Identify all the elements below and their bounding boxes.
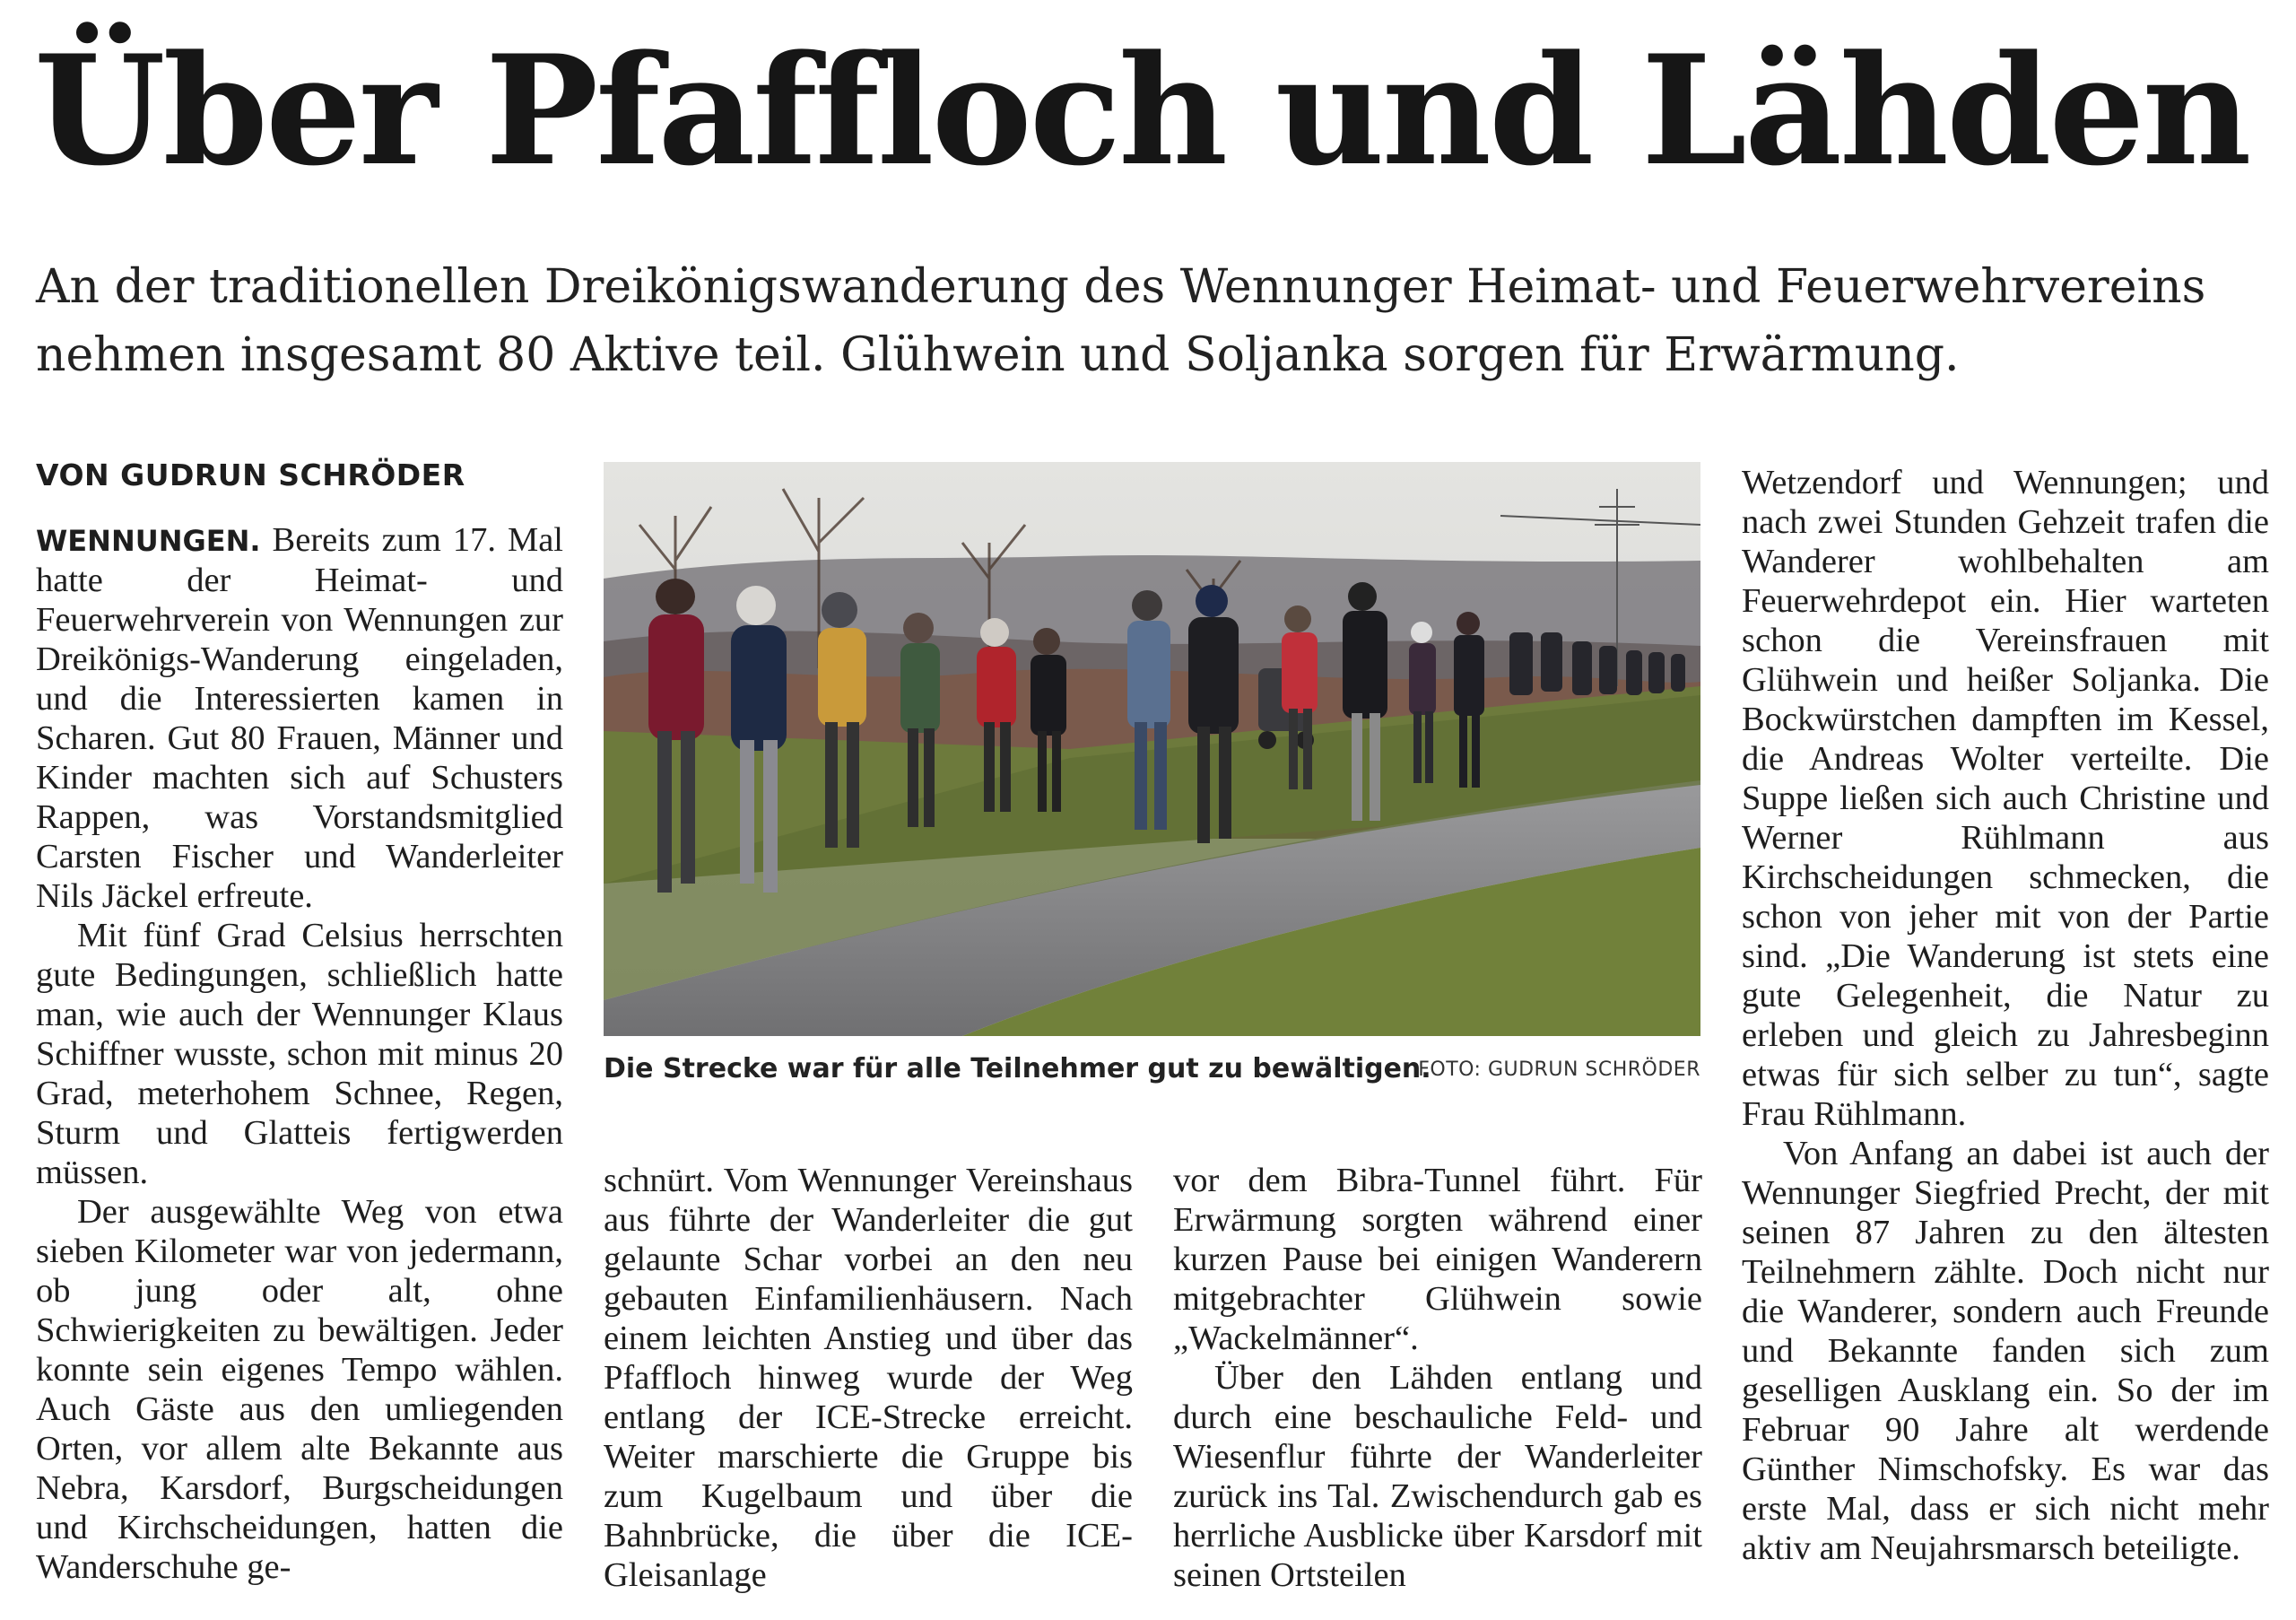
article-column-2: [604, 1161, 1133, 1595]
paragraph: vor dem Bibra-Tunnel führt. Für Erwärmung sorgten während einer kurzen Pause bei einigen Wanderern mitgebrachter Glühwein sowie „Wackelmänner“.: [1173, 1162, 1702, 1357]
subheadline-line: nehmen insgesamt 80 Aktive teil. Glühwein und Soljanka sorgen für Erwärmung.: [36, 328, 1960, 382]
paragraph-text: Bereits zum 17. Mal hatte der Heimat- und Feuerwehrverein von Wennungen zur Dreikönigs-Wanderung eingeladen, und die Interessierten kamen in Scharen. Gut 80 Frauen, Männer und Kinder machten sich auf Schusters Rappen, was Vorstandsmitglied Carsten Fischer und Wanderleiter Nils Jäckel erfreute.: [36, 521, 564, 915]
article-column-4: [1742, 463, 2269, 1568]
article-column-1: [36, 456, 563, 1587]
subheadline: [36, 253, 2260, 389]
byline: VON GUDRUN SCHRÖDER: [36, 457, 465, 492]
paragraph: Wetzendorf und Wennungen; und nach zwei Stunden Gehzeit trafen die Wanderer wohlbehalten am Feuerwehrdepot ein. Hier warteten schon die Vereinsfrauen mit Glühwein und heißer Soljanka. Die Bockwürstchen dampften im Kessel, die Andreas Wolter verteilte. Die Suppe ließen sich auch Christine und Werner Rühlmann aus Kirchscheidungen schmecken, die schon von jeher mit von der Partie sind. „Die Wanderung ist stets eine gute Gelegenheit, die Natur zu erleben und gleich zu Jahresbeginn etwas für sich selber zu tun“, sagte Frau Rühlmann.: [1742, 464, 2269, 1133]
headline: Über Pfaffloch und Lähden: [34, 22, 2249, 199]
caption-text: Die Strecke war für alle Teilnehmer gut zu bewältigen.: [604, 1053, 1431, 1084]
paragraph: Der ausgewählte Weg von etwa sieben Kilometer war von jedermann, ob jung oder alt, ohne Schwierigkeiten zu bewältigen. Jeder konnte sein eigenes Tempo wählen. Auch Gäste aus den umliegenden Orten, vor allem alte Bekannte aus Nebra, Karsdorf, Burgscheidungen und Kirchscheidungen, hatten die Wanderschuhe ge-: [36, 1193, 563, 1586]
photo-credit: FOTO: GUDRUN SCHRÖDER: [1418, 1058, 1700, 1081]
paragraph: Über den Lähden entlang und durch eine beschauliche Feld- und Wiesenflur führte der Wanderleiter zurück ins Tal. Zwischendurch gab es herrliche Ausblicke über Karsdorf mit seinen Ortsteilen: [1173, 1359, 1702, 1594]
photo-caption: [604, 1048, 1700, 1093]
dateline: WENNUNGEN.: [36, 524, 261, 558]
paragraph: [36, 520, 563, 916]
subheadline-line: An der traditionellen Dreikönigswanderung des Wennunger Heimat- und Feuerwehrvereins: [36, 260, 2206, 314]
paragraph: schnürt. Vom Wennunger Vereinshaus aus führte der Wanderleiter die gut gelaunte Schar vorbei an den neu gebauten Einfamilienhäusern. Nach einem leichten Anstieg und über das Pfaffloch hinweg wurde der Weg entlang der ICE-Strecke erreicht. Weiter marschierte die Gruppe bis zum Kugelbaum und über die Bahnbrücke, die über die ICE-Gleisanlage: [604, 1162, 1133, 1594]
article-column-3: [1173, 1161, 1702, 1595]
hikers-photo-illustration: [604, 462, 1700, 1036]
paragraph: Von Anfang an dabei ist auch der Wennunger Siegfried Precht, der mit seinen 87 Jahren zu den ältesten Teilnehmern zählte. Doch nicht nur die Wanderer, sondern auch Freunde und Bekannte fanden sich zum geselligen Ausklang ein. So der im Februar 90 Jahre alt werdende Günther Nimschofsky. Es war das erste Mal, dass er sich nicht mehr aktiv am Neujahrsmarsch beteiligte.: [1742, 1135, 2269, 1567]
article-photo: [604, 462, 1700, 1036]
paragraph: Mit fünf Grad Celsius herrschten gute Bedingungen, schließlich hatte man, wie auch der Wennunger Klaus Schiffner wusste, schon mit minus 20 Grad, meterhohem Schnee, Regen, Sturm und Glatteis fertigwerden müssen.: [36, 917, 563, 1191]
